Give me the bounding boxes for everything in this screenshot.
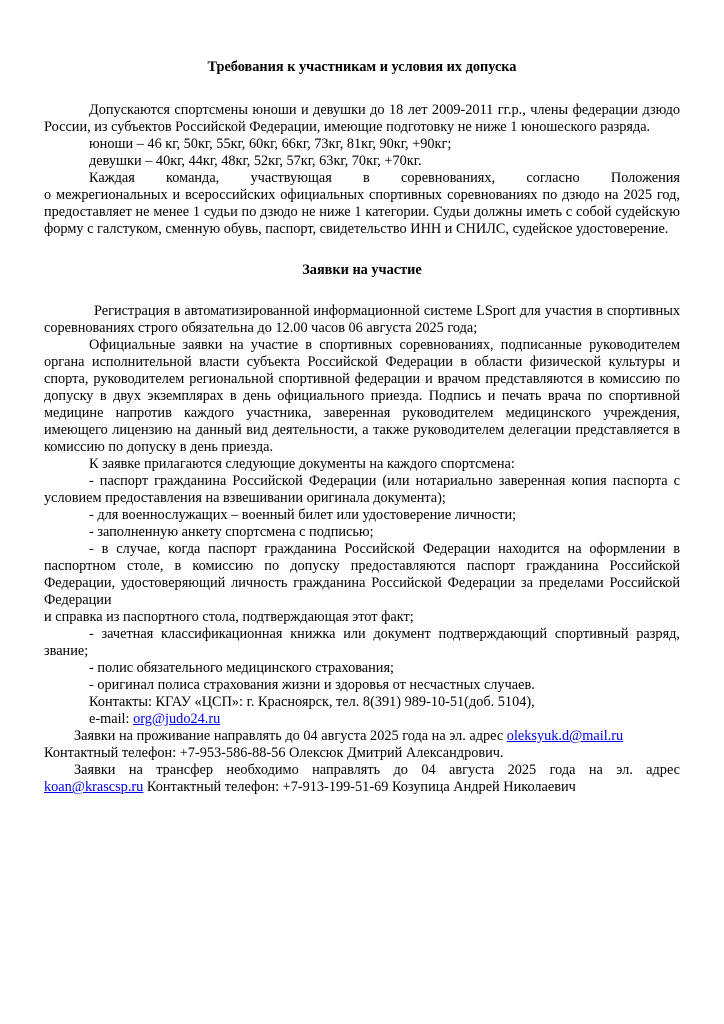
paragraph-official-applications: Официальные заявки на участие в спортивных соревнованиях, подписанные руководителем органа исполнительной власти субъекта Российской Федерации в области физической культуры и спорта, руководителем региональной спортивной федерации и врачом представляются в комиссию по допуску в двух экземплярах в день официального приезда. Подпись и печать врача по спортивной медицине напротив каждого участника, заверенная руководителем медицинского учреждения, имеющего лицензию на данный вид деятельности, а также руководителем делегации представляется в комиссию по допуску в день приезда. [44, 337, 680, 455]
lodging-text: Заявки на проживание направлять до 04 августа 2025 года на эл. адрес [74, 728, 507, 744]
paragraph-registration: Регистрация в автоматизированной информационной системе LSport для участия в спортивных соревнованиях строго обязательна до 12.00 часов 06 августа 2025 года; [44, 303, 680, 336]
weight-categories-girls: девушки – 40кг, 44кг, 48кг, 52кг, 57кг, 63кг, 70кг, +70кг. [89, 153, 422, 169]
lodging-phone: Контактный телефон: +7-953-586-88-56 Олексюк Дмитрий Александрович. [44, 745, 504, 761]
transfer-contact-line [44, 779, 680, 796]
document-item: - оригинал полиса страхования жизни и здоровья от несчастных случаев. [89, 677, 535, 693]
lodging-email-link[interactable]: oleksyuk.d@mail.ru [506, 728, 624, 744]
paragraph-transfer: Заявки на трансфер необходимо направлять до 04 августа 2025 года на эл. адрес [74, 762, 680, 778]
org-email-link[interactable]: org@judo24.ru [133, 711, 221, 727]
section-title-requirements: Требования к участникам и условия их допуска [207, 59, 517, 75]
document-item: - зачетная классификационная книжка или документ подтверждающий спортивный разряд, звание; [44, 626, 680, 659]
document-item: - полис обязательного медицинского страхования; [89, 660, 394, 676]
paragraph-lodging [44, 728, 680, 745]
transfer-email-link[interactable]: koan@krascsp.ru [44, 779, 144, 795]
section-title-applications: Заявки на участие [302, 262, 422, 278]
paragraph-judges-line1: Каждая команда, участвующая в соревнованиях, согласно Положения [89, 170, 680, 186]
email-label: e-mail: [89, 711, 134, 727]
contacts-line: Контакты: КГАУ «ЦСП»: г. Красноярск, тел. 8(391) 989-10-51(доб. 5104), [89, 694, 535, 710]
document-item: - паспорт гражданина Российской Федерации (или нотариально заверенная копия паспорта с условием предоставления на взвешивании оригинала документа); [44, 473, 680, 506]
document-item: - для военнослужащих – военный билет или удостоверение личности; [89, 507, 517, 523]
paragraph-admission: Допускаются спортсмены юноши и девушки до 18 лет 2009-2011 гг.р., члены федерации дзюдо России, из субъектов Российской Федерации, имеющие подготовку не ниже 1 юношеского разряда. [44, 102, 680, 135]
email-line [44, 711, 680, 728]
paragraph-judges: о межрегиональных и всероссийских официальных спортивных соревнованиях по дзюдо на 2025 год, предоставляет не менее 1 судьи по дзюдо не ниже 1 категории. Судьи должны иметь с собой судейскую форму с галстуком, сменную обувь, паспорт, свидетельство ИНН и СНИЛС, судейское удостоверение. [44, 187, 680, 237]
document-item: и справка из паспортного стола, подтверждающая этот факт; [44, 609, 414, 625]
weight-categories-boys: юноши – 46 кг, 50кг, 55кг, 60кг, 66кг, 73кг, 81кг, 90кг, +90кг; [89, 136, 452, 152]
document-item: - в случае, когда паспорт гражданина Российской Федерации находится на оформлении в паспортном столе, в комиссию по допуску предоставляются паспорт гражданина Российской Федерации, удостоверяющий личность гражданина Российской Федерации за пределами Российской Федерации [44, 541, 680, 608]
document-item: - заполненную анкету спортсмена с подписью; [89, 524, 374, 540]
documents-intro: К заявке прилагаются следующие документы на каждого спортсмена: [89, 456, 515, 472]
transfer-phone: Контактный телефон: +7-913-199-51-69 Козупица Андрей Николаевич [143, 779, 576, 795]
